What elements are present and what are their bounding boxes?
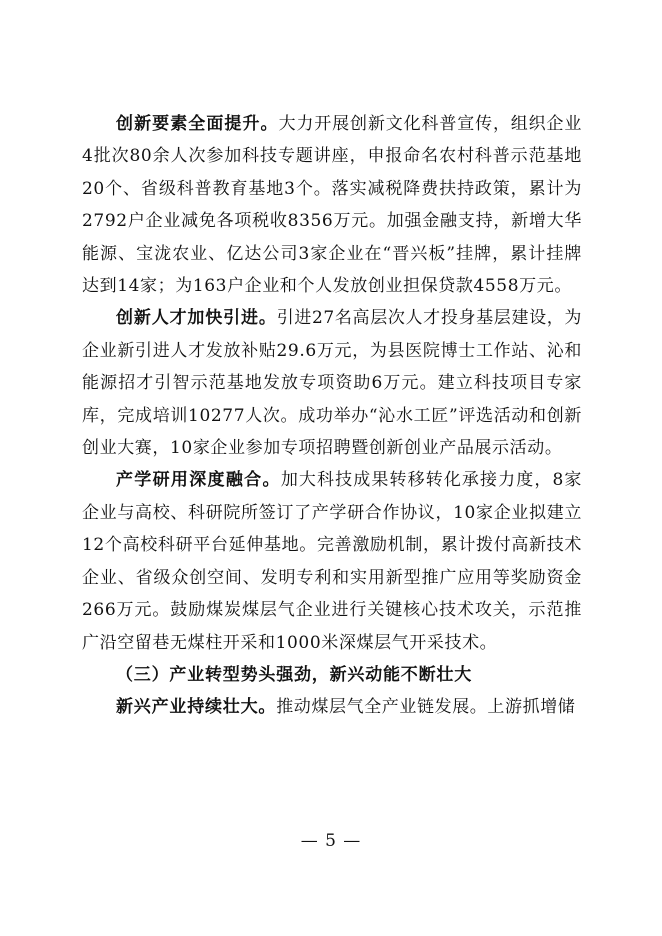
- paragraph-lead: 新兴产业持续壮大。: [116, 697, 277, 718]
- section-heading: （三）产业转型势头强劲，新兴动能不断壮大: [116, 664, 472, 685]
- body-text: [82, 108, 582, 724]
- paragraph-body: 大力开展创新文化科普宣传，组织企业4批次80余人次参加科技专题讲座，申报命名农村科普示范基地20个、省级科普教育基地3个。落实减税降费扶持政策，累计为2792户企业减免各项税收8356万元。加强金融支持，新增大华能源、宝泷农业、亿达公司3家企业在“晋兴板”挂牌，累计挂牌达到14家；为163户企业和个人发放创业担保贷款4558万元。: [82, 114, 582, 297]
- paragraph-body: 加大科技成果转移转化承接力度，8家企业与高校、科研院所签订了产学研合作协议，10家企业拟建立12个高校科研平台延伸基地。完善激励机制，累计拨付高新技术企业、省级众创空间、发明专利和实用新型推广应用等奖励资金266万元。鼓励煤炭煤层气企业进行关键核心技术攻关，示范推广沿空留巷无煤柱开采和1000米深煤层气开采技术。: [82, 470, 583, 653]
- paragraph-body: 引进27名高层次人才投身基层建设，为企业新引进人才发放补贴29.6万元，为县医院博士工作站、沁和能源招才引智示范基地发放专项资助6万元。建立科技项目专家库，完成培训10277人次。成功举办“沁水工匠”评选活动和创新创业大赛，10家企业参加专项招聘暨创新创业产品展示活动。: [82, 308, 583, 459]
- paragraph-body: 推动煤层气全产业链发展。上游抓增储: [276, 697, 576, 718]
- paragraph-innovation-elements: [82, 108, 582, 302]
- paragraph-lead: 创新要素全面提升。: [116, 114, 279, 134]
- paragraph-lead: 创新人才加快引进。: [116, 308, 277, 329]
- paragraph-lead: 产学研用深度融合。: [116, 470, 281, 491]
- paragraph-emerging-industries: [82, 691, 582, 723]
- paragraph-industry-academia: [82, 464, 582, 658]
- paragraph-talent-introduction: [82, 302, 582, 464]
- page-number: — 5 —: [300, 831, 362, 851]
